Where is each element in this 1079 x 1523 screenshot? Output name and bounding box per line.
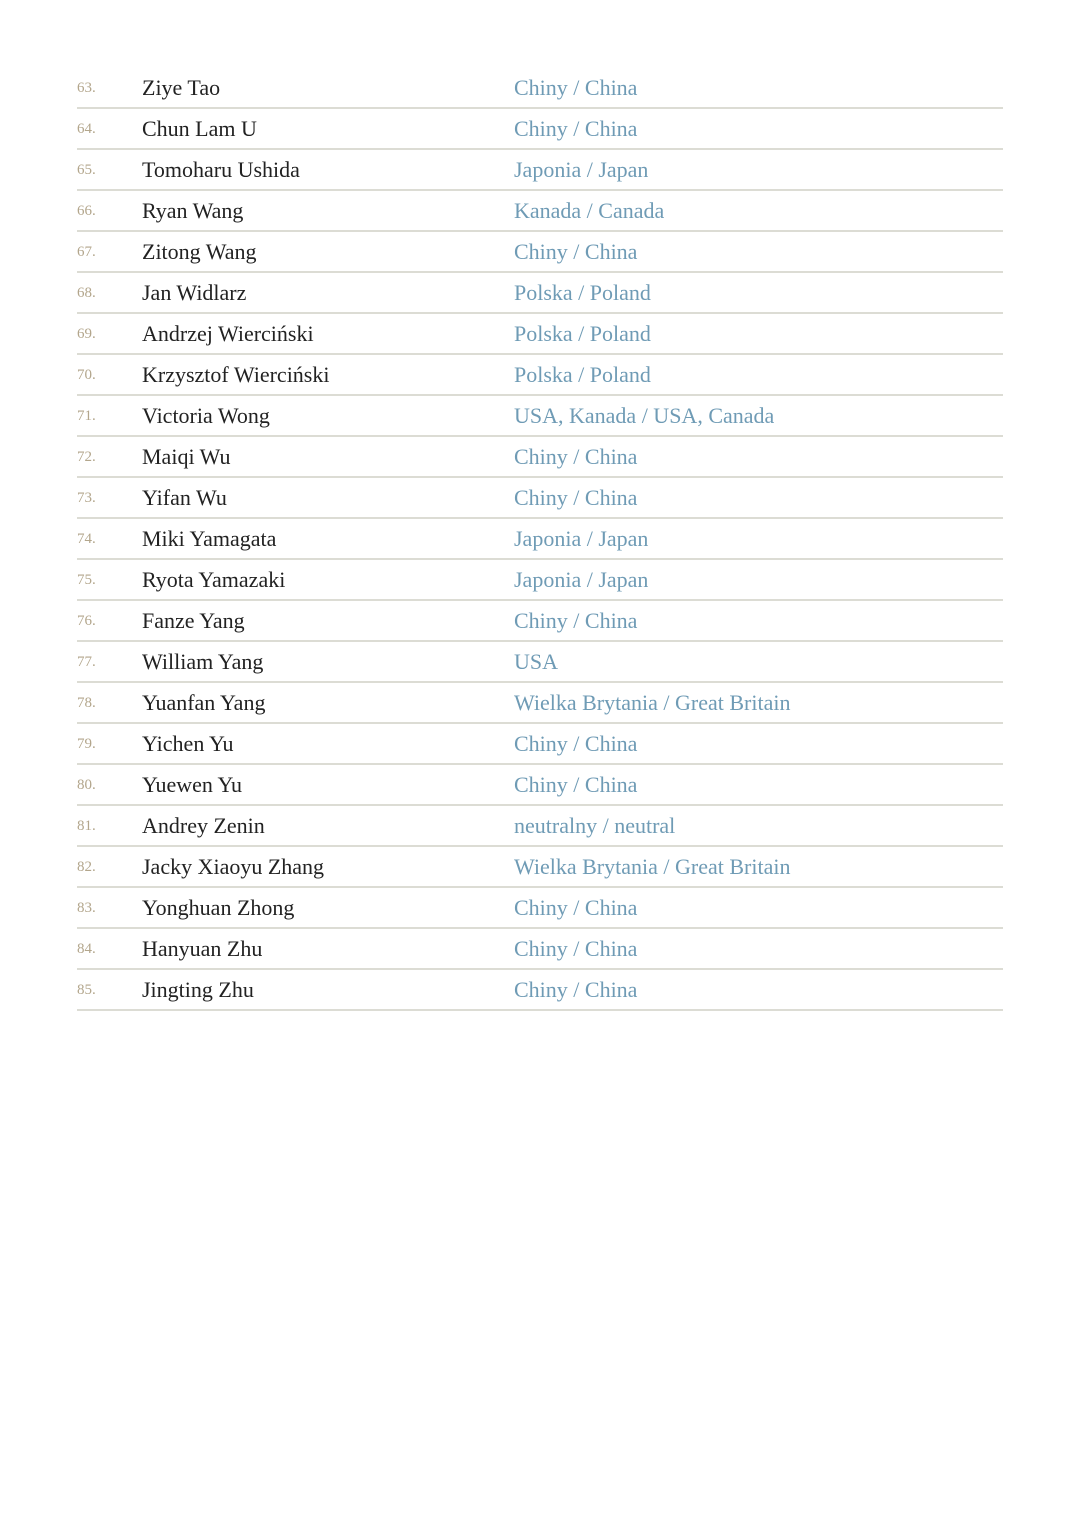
list-item xyxy=(77,273,1003,314)
row-number: 82. xyxy=(77,859,96,875)
row-number: 79. xyxy=(77,736,96,752)
row-number: 83. xyxy=(77,900,96,916)
row-number: 73. xyxy=(77,490,96,506)
row-number: 80. xyxy=(77,777,96,793)
row-number: 68. xyxy=(77,285,96,301)
row-number: 67. xyxy=(77,244,96,260)
participant-country: Chiny / China xyxy=(514,976,638,1002)
participants-list xyxy=(77,68,1003,1011)
participant-name: Yuanfan Yang xyxy=(142,689,266,715)
participant-name: Krzysztof Wierciński xyxy=(142,361,330,387)
participant-name: Chun Lam U xyxy=(142,115,257,141)
list-item xyxy=(77,642,1003,683)
list-item xyxy=(77,888,1003,929)
participant-country: Chiny / China xyxy=(514,771,638,797)
list-item xyxy=(77,560,1003,601)
row-number: 64. xyxy=(77,121,96,137)
row-number: 84. xyxy=(77,941,96,957)
list-item xyxy=(77,970,1003,1011)
participant-name: Maiqi Wu xyxy=(142,443,231,469)
row-number: 65. xyxy=(77,162,96,178)
list-item xyxy=(77,232,1003,273)
participant-name: Andrey Zenin xyxy=(142,812,265,838)
list-item xyxy=(77,68,1003,109)
participant-country: Chiny / China xyxy=(514,607,638,633)
row-number: 66. xyxy=(77,203,96,219)
participant-country: Chiny / China xyxy=(514,238,638,264)
participant-name: Ziye Tao xyxy=(142,74,221,100)
participant-country: Polska / Poland xyxy=(514,279,651,305)
participant-country: Chiny / China xyxy=(514,484,638,510)
list-item xyxy=(77,929,1003,970)
list-item xyxy=(77,437,1003,478)
row-number: 70. xyxy=(77,367,96,383)
participant-name: Ryota Yamazaki xyxy=(142,566,286,592)
participant-country: USA, Kanada / USA, Canada xyxy=(514,402,775,428)
participant-country: Chiny / China xyxy=(514,115,638,141)
list-item xyxy=(77,478,1003,519)
participant-country: Wielka Brytania / Great Britain xyxy=(514,853,791,879)
row-number: 72. xyxy=(77,449,96,465)
participant-name: Miki Yamagata xyxy=(142,525,277,551)
list-item xyxy=(77,314,1003,355)
row-number: 74. xyxy=(77,531,96,547)
participant-country: neutralny / neutral xyxy=(514,812,676,838)
participant-name: William Yang xyxy=(142,648,264,674)
list-item xyxy=(77,150,1003,191)
list-item xyxy=(77,396,1003,437)
participant-name: Jacky Xiaoyu Zhang xyxy=(142,853,325,879)
row-number: 76. xyxy=(77,613,96,629)
list-item xyxy=(77,355,1003,396)
participant-name: Fanze Yang xyxy=(142,607,245,633)
list-item xyxy=(77,519,1003,560)
row-number: 81. xyxy=(77,818,96,834)
row-number: 75. xyxy=(77,572,96,588)
participant-country: Chiny / China xyxy=(514,730,638,756)
participant-name: Jingting Zhu xyxy=(142,976,254,1002)
list-item xyxy=(77,806,1003,847)
list-item xyxy=(77,683,1003,724)
list-item xyxy=(77,765,1003,806)
row-number: 71. xyxy=(77,408,96,424)
participant-name: Zitong Wang xyxy=(142,238,257,264)
participant-country: USA xyxy=(514,648,559,674)
row-number: 85. xyxy=(77,982,96,998)
participant-country: Japonia / Japan xyxy=(514,156,649,182)
participant-name: Yonghuan Zhong xyxy=(142,894,295,920)
participant-country: Polska / Poland xyxy=(514,320,651,346)
participant-name: Hanyuan Zhu xyxy=(142,935,263,961)
row-number: 69. xyxy=(77,326,96,342)
participant-country: Wielka Brytania / Great Britain xyxy=(514,689,791,715)
row-number: 78. xyxy=(77,695,96,711)
participant-name: Ryan Wang xyxy=(142,197,244,223)
participant-country: Chiny / China xyxy=(514,74,638,100)
list-item xyxy=(77,109,1003,150)
participant-name: Yifan Wu xyxy=(142,484,227,510)
participant-name: Andrzej Wierciński xyxy=(142,320,314,346)
participant-country: Chiny / China xyxy=(514,935,638,961)
participant-name: Yichen Yu xyxy=(142,730,234,756)
row-number: 77. xyxy=(77,654,96,670)
participant-country: Kanada / Canada xyxy=(514,197,665,223)
row-number: 63. xyxy=(77,80,96,96)
list-item xyxy=(77,724,1003,765)
list-item xyxy=(77,191,1003,232)
list-item xyxy=(77,847,1003,888)
participant-name: Jan Widlarz xyxy=(142,279,247,305)
participant-country: Japonia / Japan xyxy=(514,525,649,551)
participant-country: Polska / Poland xyxy=(514,361,651,387)
list-item xyxy=(77,601,1003,642)
participant-country: Chiny / China xyxy=(514,443,638,469)
participant-country: Japonia / Japan xyxy=(514,566,649,592)
participant-country: Chiny / China xyxy=(514,894,638,920)
participant-name: Tomoharu Ushida xyxy=(142,156,300,182)
participant-name: Yuewen Yu xyxy=(142,771,242,797)
participant-name: Victoria Wong xyxy=(142,402,270,428)
